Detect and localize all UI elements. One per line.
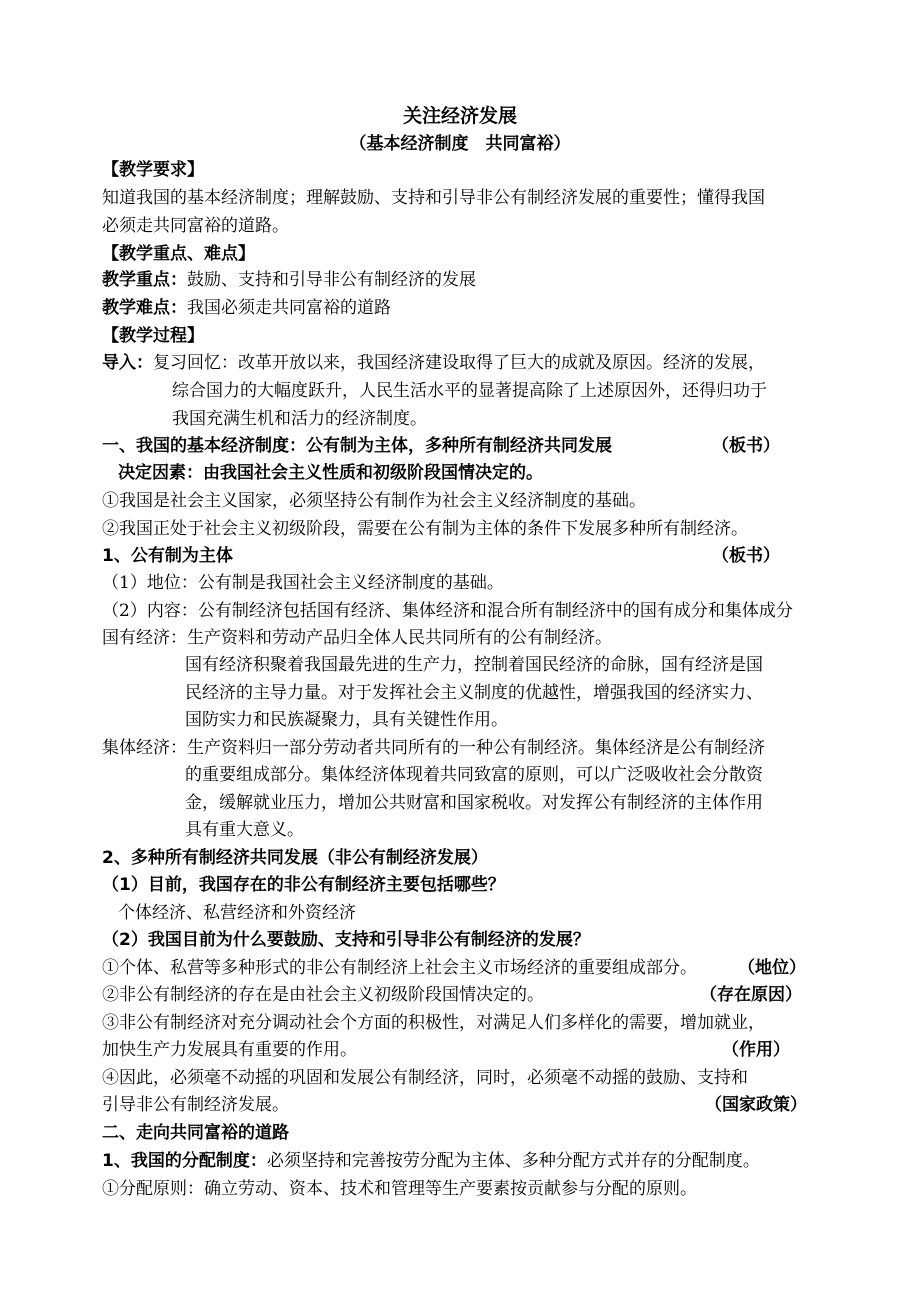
state-economy-line-1: 国有经济：生产资料和劳动产品归全体人民共同所有的公有制经济。 — [102, 628, 612, 648]
collective-economy-line-1: 集体经济：生产资料归一部分劳动者共同所有的一种公有制经济。集体经济是公有制经济 — [102, 738, 765, 758]
state-economy-line-2: 国有经济积聚着我国最先进的生产力，控制着国民经济的命脉，国有经济是国 — [185, 655, 763, 675]
section-1-point-1: ①我国是社会主义国家，必须坚持公有制作为社会主义经济制度的基础。 — [102, 491, 646, 511]
difficulty-line — [102, 294, 391, 322]
subsection-1-2-heading: 2、多种所有制经济共同发展（非公有制经济发展） — [102, 848, 488, 868]
collective-economy-line-4: 具有重大意义。 — [185, 820, 304, 840]
collective-economy-line-3: 金，缓解就业压力，增加公共财富和国家税收。对发挥公有制经济的主体作用 — [185, 793, 763, 813]
difficulty-label: 教学难点： — [102, 298, 187, 318]
non-public-point-4-line-1: ④因此，必须毫不动摇的巩固和发展公有制经济，同时，必须毫不动摇的鼓励、支持和 — [102, 1068, 748, 1088]
key-points-heading: 【教学重点、难点】 — [102, 244, 255, 264]
document-subtitle: （基本经济制度 共同富裕） — [349, 134, 571, 154]
distribution-system-text: 必须坚持和完善按劳分配为主体、多种分配方式并存的分配制度。 — [266, 1151, 760, 1171]
distribution-principle: ①分配原则：确立劳动、资本、技术和管理等生产要素按贡献参与分配的原则。 — [102, 1179, 697, 1199]
distribution-system-label: 1、我国的分配制度： — [102, 1151, 267, 1171]
intro-text-1: 复习回忆：改革开放以来，我国经济建设取得了巨大的成就及原因。经济的发展， — [153, 353, 765, 373]
section-1-factor: 决定因素：由我国社会主义性质和初级阶段国情决定的。 — [118, 463, 543, 483]
document-title: 关注经济发展 — [402, 105, 517, 127]
non-public-point-2: ②非公有制经济的存在是由社会主义初级阶段国情决定的。 — [102, 985, 544, 1005]
non-public-point-1-tag: （地位） — [738, 958, 806, 978]
non-public-point-3-line-2: 加快生产力发展具有重要的作用。 — [102, 1040, 357, 1060]
non-public-point-2-tag: （存在原因） — [700, 985, 802, 1005]
section-1-point-2: ②我国正处于社会主义初级阶段，需要在公有制为主体的条件下发展多种所有制经济。 — [102, 519, 748, 539]
collective-economy-line-2: 的重要组成部分。集体经济体现着共同致富的原则，可以广泛吸收社会分散资 — [185, 765, 763, 785]
subsection-1-1-heading: 1、公有制为主体 — [102, 546, 233, 566]
section-2-heading: 二、走向共同富裕的道路 — [102, 1123, 289, 1143]
distribution-system-line — [102, 1147, 760, 1175]
intro-label: 导入： — [102, 353, 153, 373]
state-economy-line-4: 国防实力和民族凝聚力，具有关键性作用。 — [185, 710, 508, 730]
key-point-text: 鼓励、支持和引导非公有制经济的发展 — [187, 270, 476, 290]
requirements-line-2: 必须走共同富裕的道路。 — [102, 216, 289, 236]
subsection-1-1-content: （2）内容：公有制经济包括国有经济、集体经济和混合所有制经济中的国有成分和集体成分 — [102, 601, 793, 621]
subsection-1-1-position: （1）地位：公有制是我国社会主义经济制度的基础。 — [102, 573, 504, 593]
non-public-point-4-tag: （国家政策） — [705, 1095, 807, 1115]
non-public-point-4-line-2: 引导非公有制经济发展。 — [102, 1095, 289, 1115]
requirements-line-1: 知道我国的基本经济制度；理解鼓励、支持和引导非公有制经济发展的重要性；懂得我国 — [102, 188, 765, 208]
key-point-label: 教学重点： — [102, 270, 187, 290]
teaching-process-heading: 【教学过程】 — [102, 326, 204, 346]
state-economy-line-3: 民经济的主导力量。对于发挥社会主义制度的优越性，增强我国的经济实力、 — [185, 683, 763, 703]
non-public-point-3-tag: （作用） — [722, 1040, 790, 1060]
subsection-1-1-board-tag: （板书） — [712, 546, 780, 566]
subsection-1-2-question-2: （2）我国目前为什么要鼓励、支持和引导非公有制经济的发展？ — [102, 930, 590, 950]
intro-line-3: 我国充满生机和活力的经济制度。 — [172, 409, 427, 429]
section-1-board-tag: （板书） — [712, 436, 780, 456]
difficulty-text: 我国必须走共同富裕的道路 — [187, 298, 391, 318]
non-public-point-3-line-1: ③非公有制经济对充分调动社会个方面的积极性，对满足人们多样化的需要，增加就业， — [102, 1013, 765, 1033]
non-public-point-1: ①个体、私营等多种形式的非公有制经济上社会主义市场经济的重要组成部分。 — [102, 958, 697, 978]
key-point-line — [102, 266, 476, 294]
teaching-requirements-heading: 【教学要求】 — [102, 160, 204, 180]
subsection-1-2-answer-1: 个体经济、私营经济和外资经济 — [118, 903, 356, 923]
section-1-heading: 一、我国的基本经济制度：公有制为主体，多种所有制经济共同发展 — [102, 436, 612, 456]
subsection-1-2-question-1: （1）目前，我国存在的非公有制经济主要包括哪些？ — [102, 875, 505, 895]
intro-line-1 — [102, 349, 765, 377]
intro-line-2: 综合国力的大幅度跃升，人民生活水平的显著提高除了上述原因外，还得归功于 — [172, 381, 767, 401]
